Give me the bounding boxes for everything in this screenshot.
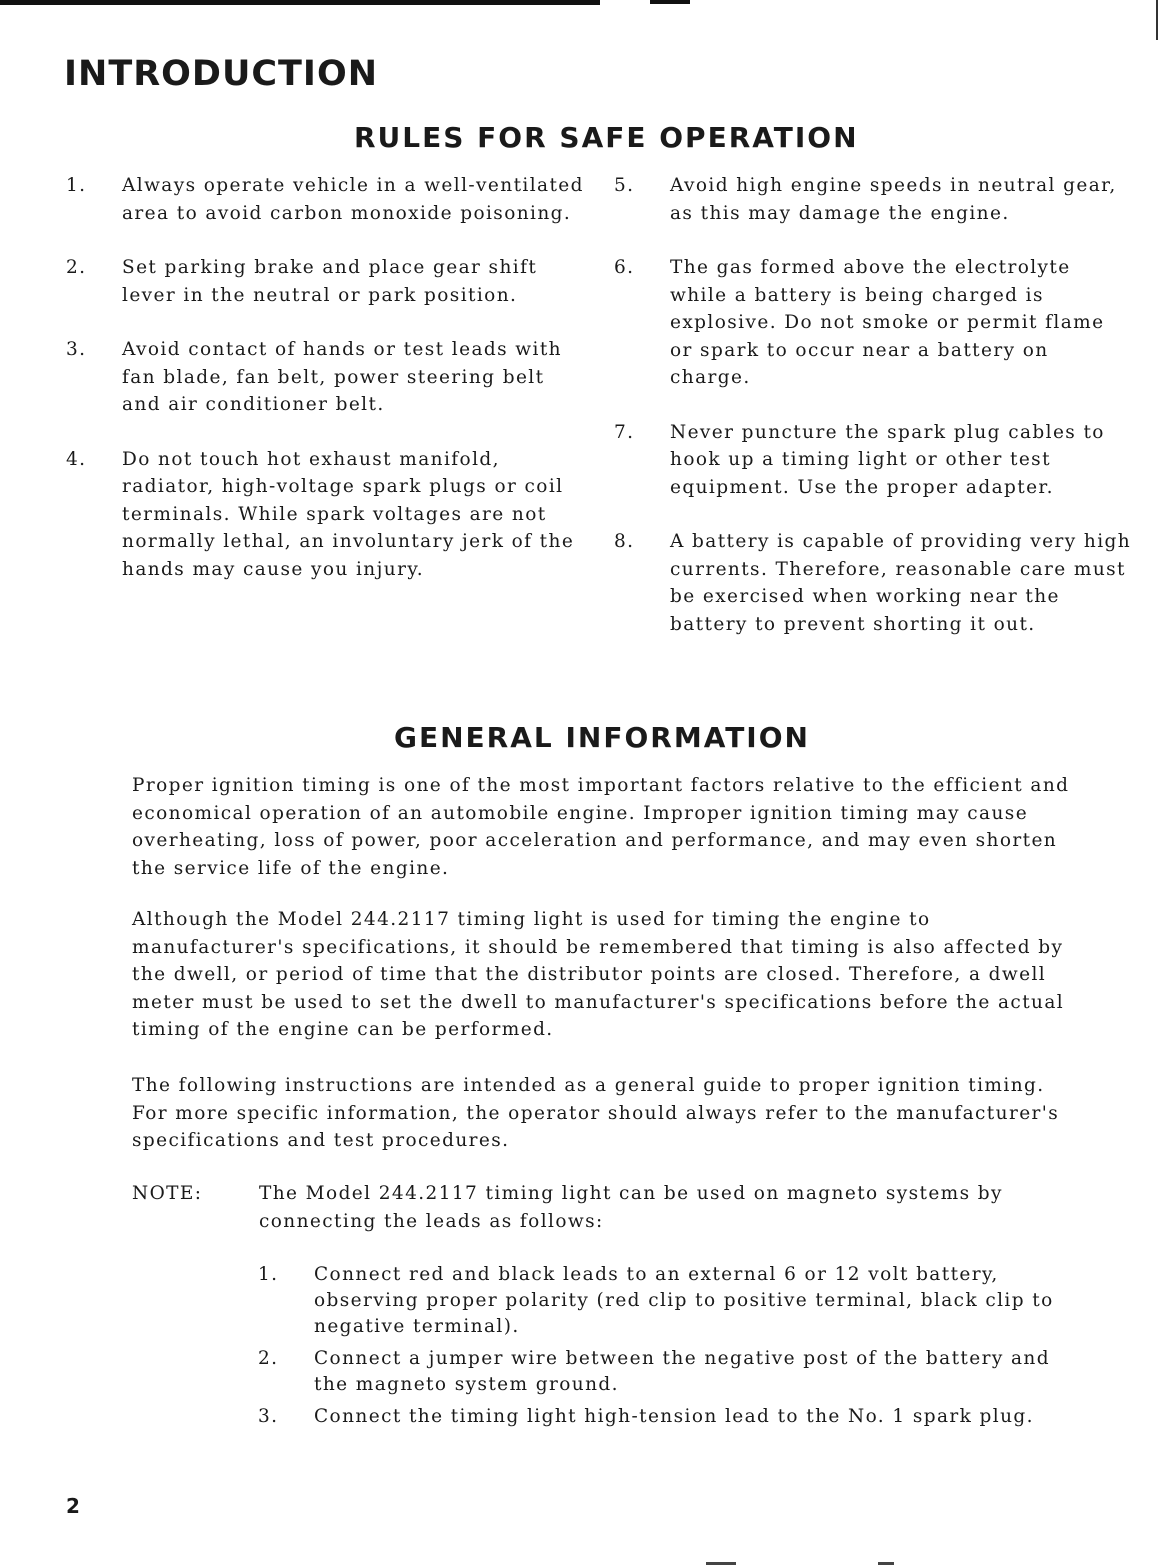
rule-item [614,254,1134,392]
note-text: The Model 244.2117 timing light can be used on magneto systems by connecting the leads as follows: [259,1183,1003,1232]
step-item [258,1346,1078,1398]
rules-column-right [614,172,1134,665]
step-text: Connect a jumper wire between the negative post of the battery and the magneto system ground. [314,1348,1050,1395]
rule-item [614,528,1134,638]
rule-item [66,336,586,419]
step-text: Connect red and black leads to an external 6 or 12 volt battery, observing proper polarity (red clip to positive terminal, black clip to negative terminal). [314,1264,1054,1337]
step-number: 1. [258,1264,279,1285]
bottom-edge-mark [878,1562,894,1565]
step-item [258,1262,1078,1340]
rule-number: 5. [614,175,635,196]
rule-item [66,172,586,227]
note-label: NOTE: [132,1183,203,1204]
rule-text: Set parking brake and place gear shift lever in the neutral or park position. [122,257,538,306]
page-heading: INTRODUCTION [64,54,378,94]
general-paragraph: Proper ignition timing is one of the most important factors relative to the efficient and economical operation of an automobile engine. Improper ignition timing may cause overheating, loss of power, poor acceleration and performance, and may even shorten the service life of the engine. [132,775,1070,879]
rule-number: 4. [66,448,87,470]
rule-text: Always operate vehicle in a well-ventilated area to avoid carbon monoxide poisoning. [122,175,584,224]
rule-item [614,172,1134,227]
rule-text: Do not touch hot exhaust manifold, radiator, high-voltage spark plugs or coil terminals. While spark voltages are not normally lethal, an involuntary jerk of the hands may cause you injury. [122,448,575,580]
rule-text: Avoid contact of hands or test leads with fan blade, fan belt, power steering belt and air conditioner belt. [122,339,563,415]
rule-item [66,446,586,584]
rule-number: 1. [66,175,87,196]
general-section-title: GENERAL INFORMATION [394,721,810,754]
rules-section-title: RULES FOR SAFE OPERATION [354,121,859,154]
step-text: Connect the timing light high-tension lead to the No. 1 spark plug. [314,1406,1034,1427]
right-edge-mark [1156,0,1158,40]
rule-text: Never puncture the spark plug cables to hook up a timing light or other test equipment. Use the proper adapter. [670,421,1105,498]
step-number: 3. [258,1406,279,1427]
rule-number: 3. [66,339,87,360]
bottom-edge-mark [706,1562,736,1565]
general-paragraph: The following instructions are intended as a general guide to proper ignition timing. For more specific information, the operator should always refer to the manufacturer's specifications and test procedures. [132,1075,1060,1151]
step-number: 2. [258,1348,279,1369]
rule-item [614,419,1134,502]
rule-text: The gas formed above the electrolyte while a battery is being charged is explosive. Do not smoke or permit flame or spark to occur near a battery on charge. [670,257,1105,388]
rule-number: 7. [614,421,635,443]
rule-number: 8. [614,531,635,552]
rule-number: 6. [614,257,635,278]
rules-column-left [66,172,586,610]
rule-item [66,254,586,309]
rule-text: A battery is capable of providing very high currents. Therefore, reasonable care must be exercised when working near the battery to prevent shorting it out. [670,531,1132,635]
step-item [258,1404,1078,1430]
top-edge-rule [0,0,600,5]
rule-text: Avoid high engine speeds in neutral gear, as this may damage the engine. [670,175,1117,224]
rule-number: 2. [66,257,87,278]
magneto-steps-list [258,1262,1078,1436]
page-number: 2 [66,1494,80,1518]
general-paragraph: Although the Model 244.2117 timing light is used for timing the engine to manufacturer's specifications, it should be remembered that timing is also affected by the dwell, or period of time that the distributor points are closed. Therefore, a dwell meter must be used to set the dwell to manufacturer's specifications before the actual timing of the engine can be performed. [132,909,1065,1040]
top-edge-mark [650,0,690,4]
